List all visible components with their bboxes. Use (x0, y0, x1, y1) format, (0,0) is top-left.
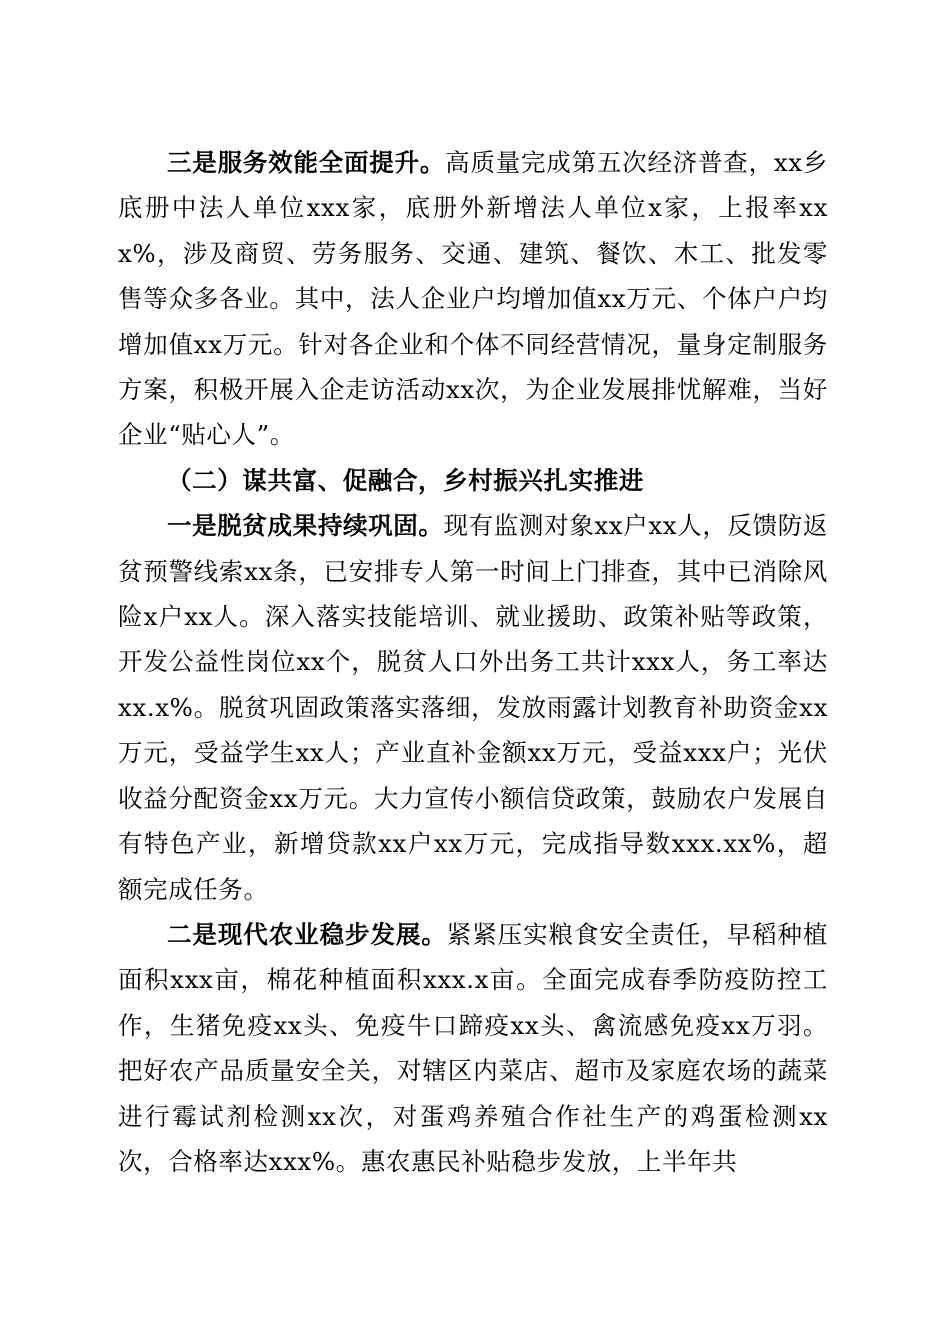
paragraph-lead: 二是现代农业稳步发展。 (167, 919, 447, 949)
paragraph-text: 现有监测对象xx户xx人，反馈防返贫预警线索xx条，已安排专人第一时间上门排查，其中已消除风险x户xx人。深入落实技能培训、就业援助、政策补贴等政策，开发公益性岗位xx个，脱贫人口外出务工共计xxx人，务工率达xx.x%。脱贫巩固政策落实落细，发放雨露计划教育补助资金xx万元，受益学生xx人；产业直补金额xx万元，受益xxx户；光伏收益分配资金xx万元。大力宣传小额信贷政策，鼓励农户发展自有特色产业，新增贷款xx户xx万元，完成指导数xxx.xx%，超额完成任务。 (118, 511, 828, 904)
paragraph-lead: 一是脱贫成果持续巩固。 (167, 511, 444, 541)
paragraph-text: 紧紧压实粮食安全责任，早稻种植面积xxx亩，棉花种植面积xxx.x亩。全面完成春季防疫防控工作，生猪免疫xx头、免疫牛口蹄疫xx头、禽流感免疫xx万羽。把好农产品质量安全关，对辖区内菜店、超市及家庭农场的蔬菜进行霉试剂检测xx次，对蛋鸡养殖合作社生产的鸡蛋检测xx次，合格率达xxx%。惠农惠民补贴稳步发放，上半年共 (118, 919, 828, 1176)
section-heading: （二）谋共富、促融合，乡村振兴扎实推进 (167, 465, 644, 495)
paragraph-service-efficiency (118, 140, 828, 458)
paragraph-lead: 三是服务效能全面提升。 (167, 148, 446, 177)
document-body (118, 140, 828, 1184)
paragraph-modern-agriculture (118, 912, 828, 1184)
paragraph-text: 高质量完成第五次经济普查，xx乡底册中法人单位xxx家，底册外新增法人单位x家，上报率xxx%，涉及商贸、劳务服务、交通、建筑、餐饮、木工、批发零售等众多各业。其中，法人企业户均增加值xx万元、个体户户均增加值xx万元。针对各企业和个体不同经营情况，量身定制服务方案，积极开展入企走访活动xx次，为企业发展排忧解难，当好企业“贴心人”。 (118, 148, 828, 450)
paragraph-poverty-consolidation (118, 503, 828, 912)
